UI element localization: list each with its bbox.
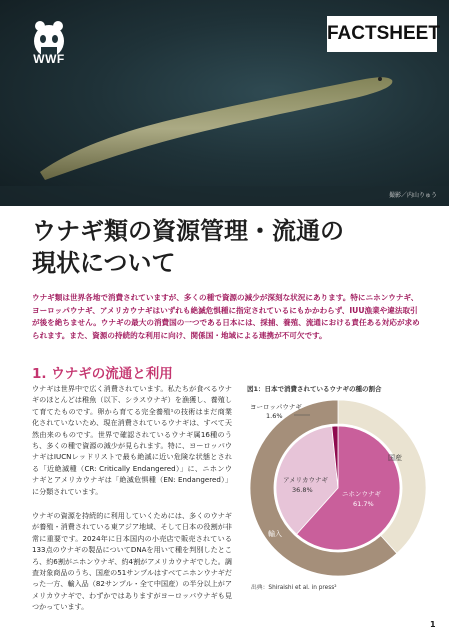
label-america: アメリカウナギ <box>283 476 329 484</box>
photo-credit: 撮影／内山りゅう <box>388 192 437 199</box>
label-nihon: ニホンウナギ <box>342 490 381 498</box>
figure-source: 出典：Shiraishi et al. in press² <box>251 585 337 591</box>
logo-text: WWF <box>33 52 65 66</box>
lead-paragraph: ウナギ類は世界各地で消費されていますが、多くの種で資源の減少が深刻な状況にあります。特にニホンウナギ、ヨーロッパウナギ、アメリカウナギはいずれも絶滅危惧種に指定されているにもかかわらず、IUU漁業や違法取引が後を絶ちません。ウナギの最大の消費国の一つである日本には、採捕、養殖、流通における責任ある対応が求められます。また、資源の持続的な利用に向け、関係国・地域による連携が不可欠です。 <box>32 293 420 340</box>
label-domestic: 国産 <box>388 454 402 462</box>
section-heading: 1. ウナギの流通と利用 <box>32 366 173 382</box>
label-europe: ヨーロッパウナギ <box>250 403 302 411</box>
page-number: 1 <box>430 620 436 629</box>
species-donut-chart <box>240 396 430 581</box>
page-title <box>32 215 422 279</box>
value-america: 36.8% <box>292 486 313 494</box>
body-paragraph-1: ウナギは世界中で広く消費されています。私たちが食べるウナギのほとんどは稚魚（以下、シラスウナギ）を漁獲し、養殖して育てたものです。卵から育てる完全養殖¹の技術はまだ商業化されていないため、現在消費されているウナギは、すべて天然由来のものです。世界で確認されているウナギ属16種のうち、多くの種で資源の減少が見られます。特に、ヨーロッパウナギはIUCNレッドリストで最も絶滅に近い危険な状態とされる「近絶滅種（CR: Critically Endangered）」に、ニホンウナギとアメリカウナギは「絶滅危惧種（EN: Endangered）」に分類されています。 <box>32 384 232 496</box>
value-nihon: 61.7% <box>353 500 374 508</box>
title-line-1: ウナギ類の資源管理・流通の <box>32 217 344 245</box>
title-line-2: 現状について <box>32 249 176 277</box>
value-europe: 1.6% <box>266 412 283 420</box>
factsheet-badge: FACTSHEET <box>327 16 437 52</box>
body-paragraph-2: ウナギの資源を持続的に利用していくためには、多くのウナギが養殖・消費されている東アジア地域、そして日本の役割が非常に重要です。2024年に日本国内の小売店で販売されている133点のウナギの製品についてDNAを用いて種を判別したところ、約6割がニホンウナギ、約4割がアメリカウナギでした。調査対象商品のうち、国産の51サンプルはすべてニホンウナギだった一方、輸入品（82サンプル・全て中国産）の半分以上がアメリカウナギで、わずかではありますがヨーロッパウナギも見つかっています。 <box>32 511 232 612</box>
label-import: 輸入 <box>268 530 282 538</box>
hero-photo <box>0 0 449 206</box>
figure-title: 図1：日本で消費されているウナギの種の割合 <box>247 385 382 393</box>
